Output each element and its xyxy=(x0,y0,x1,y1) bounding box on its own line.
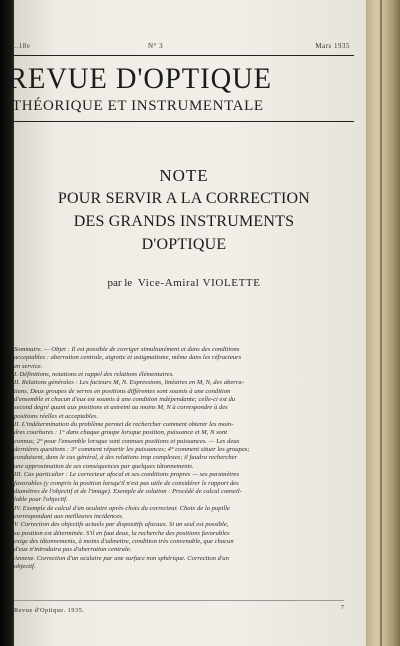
summary-line: I. Définitions, notations et rappel des relations élémentaires. xyxy=(14,371,174,379)
summary-line: acceptables : aberration centrale, aigrette et astigmatisme, même dans les réfracteurs xyxy=(14,354,242,362)
issue-date: Mars 1935 xyxy=(315,42,350,50)
summary-line: une approximation de ses conséquences par quelques tâtonnements. xyxy=(14,462,194,470)
summary-line: dres courbures : 1° dans chaque groupe lorsque position, puissance et M, N sont xyxy=(14,429,228,437)
summary-line: favorables (y compris la position lorsqu'il n'est pas utile de considérer le rapport des xyxy=(14,479,239,487)
summary-line: connus; 2° pour l'ensemble lorsque sont connues positions et puissances. — Les deux xyxy=(14,437,240,445)
summary-line: positions réelles et acceptables. xyxy=(14,412,98,420)
summary-line: conduisent, dans le cas général, à des relations trop complexes; il faudra rechercher xyxy=(14,454,238,462)
summary-line: II. L'indétermination du problème permet de rechercher comment obtenir les moin- xyxy=(14,421,234,429)
article-summary xyxy=(14,346,354,571)
header-left-text: ...18e xyxy=(12,42,31,50)
author-prefix: par le xyxy=(107,277,133,289)
article-title-line3: DES GRANDS INSTRUMENTS xyxy=(73,213,295,230)
summary-line: d'ensemble et chacun d'eux est soumis à une condition indépendante; celle-ci est du xyxy=(14,396,236,404)
author-name: Vice-Amiral VIOLETTE xyxy=(137,277,261,289)
page-number: 7 xyxy=(340,604,344,611)
header-rule-bottom xyxy=(14,121,354,122)
summary-line: V. Correction des objectifs actuels par dispositifs afocaux. Si un seul est possible, xyxy=(14,521,229,529)
article-author xyxy=(14,277,354,289)
article-title xyxy=(14,165,354,256)
header-rule-top xyxy=(14,55,354,56)
summary-line: dernières questions : 3° comment répartir les puissances; 4° comment situer les groupes; xyxy=(14,446,250,454)
journal-page xyxy=(8,0,366,646)
issue-number: N° 3 xyxy=(148,42,164,50)
summary-line: Annexe. Correction d'un oculaire par une surface non sphérique. Correction d'un xyxy=(14,554,229,562)
summary-line: Sommaire. — Objet : Il est possible de corriger simultanément et dans des conditions xyxy=(14,346,240,353)
summary-line: en service. xyxy=(14,362,43,370)
summary-line: correspondant aux meilleures incidences. xyxy=(14,512,124,520)
summary-line: tions. Deux groupes de verres en positions différentes sont soumis à une condition xyxy=(14,387,231,395)
journal-subtitle: THÉORIQUE ET INSTRUMENTALE xyxy=(12,98,264,114)
footer-rule xyxy=(14,600,344,601)
summary-line: objectif. xyxy=(14,562,36,570)
summary-line: diamètres de l'objectif et de l'image). Exemple de solution : Procédé de calcul conseil- xyxy=(14,487,242,495)
summary-line: sa position est déterminée. S'il en faut deux, la recherche des positions favorables xyxy=(14,529,230,537)
summary-line: lable pour l'objectif. xyxy=(14,496,68,504)
summary-line: d'eux n'introduira pas d'aberration centrale. xyxy=(14,546,132,554)
article-title-line2: POUR SERVIR A LA CORRECTION xyxy=(57,190,311,207)
summary-line: IV. Exemple de calcul d'un oculaire après choix du correcteur. Choix de la pupille xyxy=(14,504,230,512)
book-page-edges xyxy=(366,0,400,646)
summary-line: second degré quant aux positions et astreint au moins M, N à correspondre à des xyxy=(14,404,228,412)
journal-title: REVUE D'OPTIQUE xyxy=(8,62,272,95)
summary-line: II. Relations générales : Les facteurs M, N. Expressions, linéaires en M, N, des aberra- xyxy=(14,379,244,387)
summary-line: III. Cas particulier : Le correcteur afocal et ses conditions propres — ses paramètres xyxy=(14,471,240,479)
summary-line: exige des tâtonnements, à moins d'admettre, condition très convenable, que chacun xyxy=(14,537,234,545)
article-title-line4: D'OPTIQUE xyxy=(141,236,227,253)
footer-journal: Revue d'Optique. 1935. xyxy=(14,607,85,614)
article-title-line1: NOTE xyxy=(159,166,209,185)
